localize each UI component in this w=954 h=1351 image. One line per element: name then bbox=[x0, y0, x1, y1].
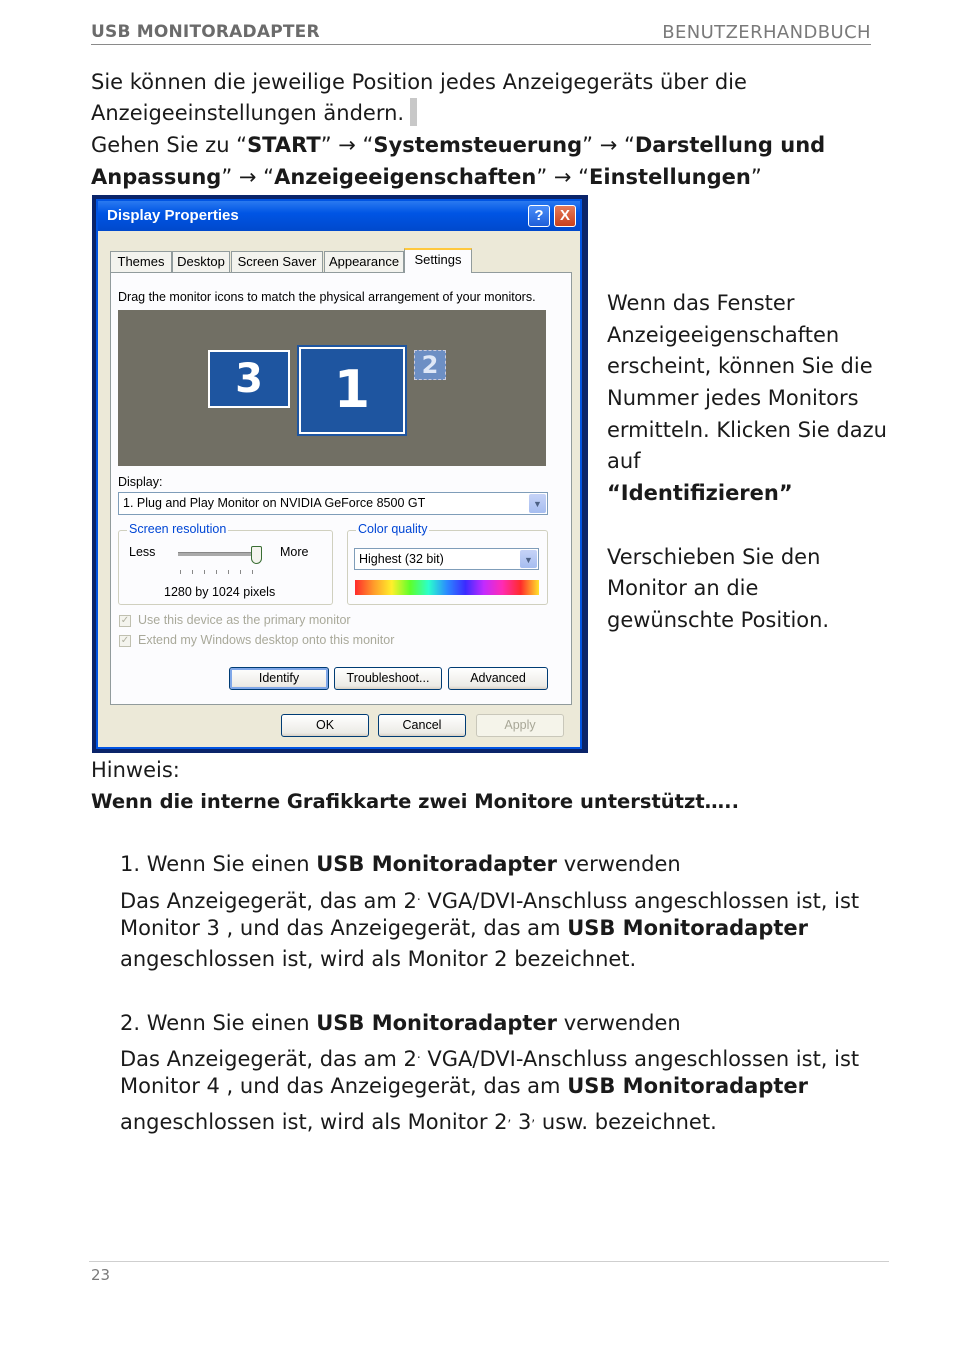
display-properties-screenshot bbox=[92, 195, 588, 753]
drag-instruction: Drag the monitor icons to match the physical arrangement of your monitors. bbox=[118, 290, 536, 304]
page-header bbox=[91, 22, 871, 45]
nav-anpassung: Anpassung bbox=[91, 165, 222, 189]
page-number: 23 bbox=[91, 1266, 111, 1284]
tab-settings[interactable]: Settings bbox=[404, 248, 472, 273]
item-1-line-c bbox=[120, 913, 808, 945]
nav-path-line-2 bbox=[91, 162, 762, 194]
item-1-a-bold: USB Monitoradapter bbox=[316, 852, 558, 876]
item-1-line-a bbox=[120, 849, 681, 881]
note-heading: Wenn die interne Grafikkarte zwei Monitore unterstützt….. bbox=[91, 790, 739, 813]
item-1-b-sup: . bbox=[416, 889, 421, 903]
intro-line-2-text: Anzeigeeinstellungen ändern. bbox=[91, 101, 405, 125]
nav-prefix: Gehen Sie zu “ bbox=[91, 133, 248, 157]
help-button[interactable]: ? bbox=[528, 205, 550, 227]
item-1-c-bold: USB Monitoradapter bbox=[567, 916, 809, 940]
nav-start: START bbox=[247, 133, 321, 157]
identify-button[interactable]: Identify bbox=[229, 667, 329, 690]
more-label: More bbox=[280, 545, 309, 559]
display-label: Display: bbox=[118, 475, 163, 489]
side-line-10: gewünschte Position. bbox=[607, 608, 830, 632]
title-bar[interactable] bbox=[98, 201, 580, 231]
primary-monitor-label: Use this device as the primary monitor bbox=[138, 613, 351, 627]
item-2-d-sup-1: , bbox=[507, 1110, 512, 1124]
item-2-d-post: usw. bezeichnet. bbox=[535, 1110, 717, 1134]
extend-desktop-checkbox[interactable]: ✓ bbox=[120, 635, 130, 646]
text-cursor-mark bbox=[410, 98, 417, 126]
item-2-a-bold: USB Monitoradapter bbox=[316, 1011, 558, 1035]
nav-einstellungen: Einstellungen bbox=[589, 165, 751, 189]
side-identify-label: “Identifizieren” bbox=[607, 481, 793, 505]
side-line-2: Anzeigeeigenschaften bbox=[607, 323, 840, 347]
less-label: Less bbox=[129, 545, 156, 559]
resolution-value: 1280 by 1024 pixels bbox=[164, 585, 276, 599]
apply-button[interactable]: Apply bbox=[476, 714, 564, 737]
intro-line-1: Sie können die jeweilige Position jedes Anzeigegeräts über die bbox=[91, 70, 747, 94]
primary-monitor-checkbox[interactable]: ✓ bbox=[120, 615, 130, 626]
item-2-a-pre: 2. Wenn Sie einen bbox=[120, 1011, 317, 1035]
item-2-b-post: VGA/DVI-Anschluss angeschlossen ist, ist bbox=[420, 1047, 860, 1071]
item-1-a-post: verwenden bbox=[557, 852, 681, 876]
monitor-1-icon[interactable]: 1 bbox=[299, 347, 405, 434]
nav-sep-3: ” → “ bbox=[221, 165, 275, 189]
item-2-line-d bbox=[120, 1102, 717, 1139]
chevron-down-icon[interactable]: ▼ bbox=[520, 550, 537, 568]
extend-desktop-label: Extend my Windows desktop onto this monitor bbox=[138, 633, 395, 647]
item-2-d-sup-2: , bbox=[531, 1110, 536, 1124]
close-button[interactable]: X bbox=[554, 205, 576, 227]
screen-resolution-label: Screen resolution bbox=[129, 522, 227, 536]
color-spectrum-bar bbox=[355, 580, 539, 595]
nav-sep-4: ” → “ bbox=[536, 165, 590, 189]
color-quality-value: Highest (32 bit) bbox=[359, 552, 444, 566]
item-2-b-pre: Das Anzeigegerät, das am 2 bbox=[120, 1047, 417, 1071]
item-2-d-mid: 3 bbox=[511, 1110, 532, 1134]
tab-themes[interactable]: Themes bbox=[110, 251, 172, 272]
side-line-1: Wenn das Fenster bbox=[607, 291, 795, 315]
item-2-line-c bbox=[120, 1071, 808, 1103]
item-2-a-post: verwenden bbox=[557, 1011, 681, 1035]
display-select-value: 1. Plug and Play Monitor on NVIDIA GeForce 8500 GT bbox=[123, 496, 426, 510]
color-quality-label: Color quality bbox=[358, 522, 428, 536]
footer-divider bbox=[89, 1261, 889, 1262]
item-1-b-post: VGA/DVI-Anschluss angeschlossen ist, ist bbox=[420, 889, 860, 913]
resolution-slider-track[interactable] bbox=[178, 552, 262, 556]
resolution-slider-ticks bbox=[180, 570, 262, 574]
item-2-c-bold: USB Monitoradapter bbox=[567, 1074, 809, 1098]
item-1-line-d: angeschlossen ist, wird als Monitor 2 bezeichnet. bbox=[120, 947, 637, 971]
chevron-down-icon[interactable]: ▼ bbox=[529, 494, 546, 513]
note-label: Hinweis: bbox=[91, 758, 180, 782]
side-line-3: erscheint, können Sie die bbox=[607, 354, 873, 378]
display-select[interactable] bbox=[118, 492, 548, 515]
item-2-line-a bbox=[120, 1008, 681, 1040]
side-line-9: Monitor an die bbox=[607, 576, 759, 600]
advanced-button[interactable]: Advanced bbox=[448, 667, 548, 690]
monitor-2-icon[interactable]: 2 bbox=[414, 350, 446, 380]
intro-line-2 bbox=[91, 98, 417, 130]
side-line-5: ermitteln. Klicken Sie dazu bbox=[607, 418, 887, 442]
resolution-slider-thumb[interactable] bbox=[251, 546, 262, 564]
nav-systemsteuerung: Systemsteuerung bbox=[373, 133, 583, 157]
item-2-d-pre: angeschlossen ist, wird als Monitor 2 bbox=[120, 1110, 508, 1134]
header-manual-label: BENUTZERHANDBUCH bbox=[662, 22, 871, 43]
header-title: USB MONITORADAPTER bbox=[91, 22, 320, 42]
display-properties-dialog bbox=[96, 199, 582, 749]
troubleshoot-button[interactable]: Troubleshoot... bbox=[334, 667, 442, 690]
cancel-button[interactable]: Cancel bbox=[378, 714, 466, 737]
tab-appearance[interactable]: Appearance bbox=[324, 251, 404, 272]
nav-darstellung: Darstellung und bbox=[634, 133, 826, 157]
side-line-6: auf bbox=[607, 449, 641, 473]
item-1-b-pre: Das Anzeigegerät, das am 2 bbox=[120, 889, 417, 913]
nav-sep-2: ” → “ bbox=[582, 133, 635, 157]
nav-anzeigeeigenschaften: Anzeigeeigenschaften bbox=[274, 165, 537, 189]
ok-button[interactable]: OK bbox=[281, 714, 369, 737]
tab-desktop[interactable]: Desktop bbox=[172, 251, 230, 272]
color-quality-select[interactable] bbox=[354, 548, 539, 570]
item-2-b-sup: . bbox=[416, 1047, 421, 1061]
item-1-a-pre: 1. Wenn Sie einen bbox=[120, 852, 317, 876]
dialog-title: Display Properties bbox=[107, 207, 239, 224]
side-line-4: Nummer jedes Monitors bbox=[607, 386, 859, 410]
nav-path-line-1 bbox=[91, 130, 825, 162]
side-line-8: Verschieben Sie den bbox=[607, 545, 821, 569]
monitor-arrangement-area[interactable] bbox=[118, 310, 546, 466]
tab-screen-saver[interactable]: Screen Saver bbox=[231, 251, 323, 272]
item-1-c-pre: Monitor 3 , und das Anzeigegerät, das am bbox=[120, 916, 568, 940]
item-2-c-pre: Monitor 4 , und das Anzeigegerät, das am bbox=[120, 1074, 568, 1098]
nav-end: ” bbox=[750, 165, 762, 189]
monitor-3-icon[interactable]: 3 bbox=[208, 350, 290, 408]
nav-sep-1: ” → “ bbox=[320, 133, 374, 157]
